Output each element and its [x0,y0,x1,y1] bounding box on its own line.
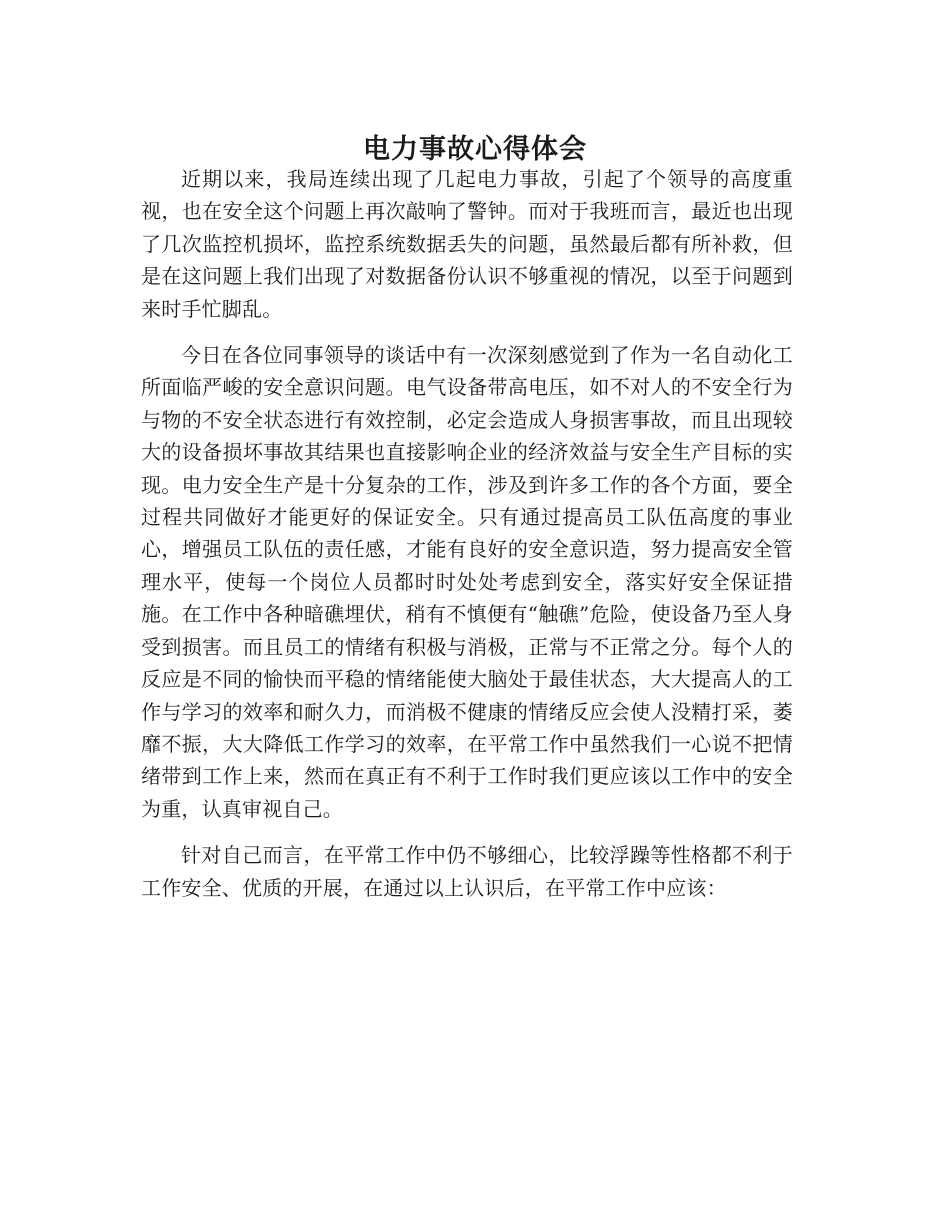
paragraph-2: 今日在各位同事领导的谈话中有一次深刻感觉到了作为一名自动化工所面临严峻的安全意识问题。电气设备带高电压，如不对人的不安全行为与物的不安全状态进行有效控制，必定会造成人身损害事故，而且出现较大的设备损坏事故其结果也直接影响企业的经济效益与安全生产目标的实现。电力安全生产是十分复杂的工作，涉及到许多工作的各个方面，要全过程共同做好才能更好的保证安全。只有通过提高员工队伍高度的事业心，增强员工队伍的责任感，才能有良好的安全意识造，努力提高安全管理水平，使每一个岗位人员都时时处处考虑到安全，落实好安全保证措施。在工作中各种暗礁埋伏，稍有不慎便有“触礁”危险，使设备乃至人身受到损害。而且员工的情绪有积极与消极，正常与不正常之分。每个人的反应是不同的愉快而平稳的情绪能使大脑处于最佳状态，大大提高人的工作与学习的效率和耐久力，而消极不健康的情绪反应会使人没精打采，萎靡不振，大大降低工作学习的效率，在平常工作中虽然我们一心说不把情绪带到工作上来，然而在真正有不利于工作时我们更应该以工作中的安全为重，认真审视自己。 [141,343,793,821]
paragraph-1: 近期以来，我局连续出现了几起电力事故，引起了个领导的高度重视，也在安全这个问题上再次敲响了警钟。而对于我班而言，最近也出现了几次监控机损坏，监控系统数据丢失的问题，虽然最后都有所补救，但是在这问题上我们出现了对数据备份认识不够重视的情况，以至于问题到来时手忙脚乱。 [141,167,793,321]
document-title: 电力事故心得体会 [363,134,587,166]
document-body [141,163,793,918]
paragraph-3: 针对自己而言，在平常工作中仍不够细心，比较浮躁等性格都不利于工作安全、优质的开展，在通过以上认识后，在平常工作中应该： [141,843,793,900]
